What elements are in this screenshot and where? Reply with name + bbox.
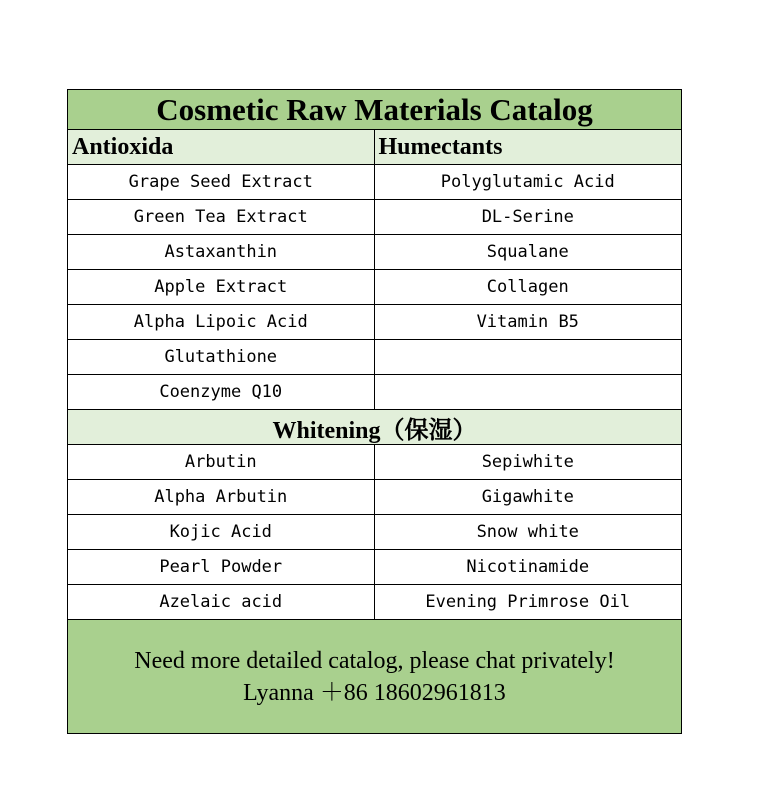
table-cell: Sepiwhite — [481, 452, 574, 472]
category-humectants: Humectants — [378, 133, 503, 160]
section2-body — [68, 445, 681, 620]
table-cell: Gigawhite — [481, 487, 574, 507]
catalog-table — [67, 89, 682, 734]
table-cell: Astaxanthin — [68, 235, 375, 269]
table-row — [68, 200, 681, 235]
table-cell: Kojic Acid — [68, 515, 375, 549]
table-row — [68, 305, 681, 340]
table-cell: Collagen — [486, 277, 569, 297]
table-row — [68, 515, 681, 550]
table-cell: Squalane — [486, 242, 569, 262]
table-cell: Evening Primrose Oil — [425, 592, 631, 612]
table-cell: Snow white — [476, 522, 579, 542]
table-cell: Alpha Arbutin — [68, 480, 375, 514]
catalog-title: Cosmetic Raw Materials Catalog — [68, 90, 681, 130]
footer-message: Need more detailed catalog, please chat privately! — [134, 647, 615, 674]
table-cell: Glutathione — [68, 340, 375, 374]
table-cell: Apple Extract — [68, 270, 375, 304]
table-cell — [375, 340, 682, 374]
table-cell: Pearl Powder — [68, 550, 375, 584]
table-row — [68, 550, 681, 585]
table-cell: Nicotinamide — [466, 557, 590, 577]
table-cell: DL-Serine — [481, 207, 574, 227]
table-cell: Arbutin — [68, 445, 375, 479]
table-row — [68, 585, 681, 620]
table-cell: Grape Seed Extract — [68, 165, 375, 199]
footer-contact: Lyanna ＋86 18602961813 — [243, 679, 506, 706]
table-cell — [375, 375, 682, 409]
table-row — [68, 480, 681, 515]
table-cell: Coenzyme Q10 — [68, 375, 375, 409]
table-cell: Polyglutamic Acid — [440, 172, 615, 192]
table-row — [68, 235, 681, 270]
table-row — [68, 270, 681, 305]
category-header-row — [68, 130, 681, 165]
contact-footer — [68, 620, 681, 733]
table-cell: Vitamin B5 — [476, 312, 579, 332]
whitening-section-header: Whitening（保湿） — [68, 410, 681, 445]
category-antioxidants: Antioxida — [68, 130, 375, 164]
table-cell: Green Tea Extract — [68, 200, 375, 234]
table-cell: Alpha Lipoic Acid — [68, 305, 375, 339]
section1-body — [68, 165, 681, 410]
table-row — [68, 375, 681, 410]
table-row — [68, 445, 681, 480]
table-cell: Azelaic acid — [68, 585, 375, 619]
table-row — [68, 165, 681, 200]
table-row — [68, 340, 681, 375]
